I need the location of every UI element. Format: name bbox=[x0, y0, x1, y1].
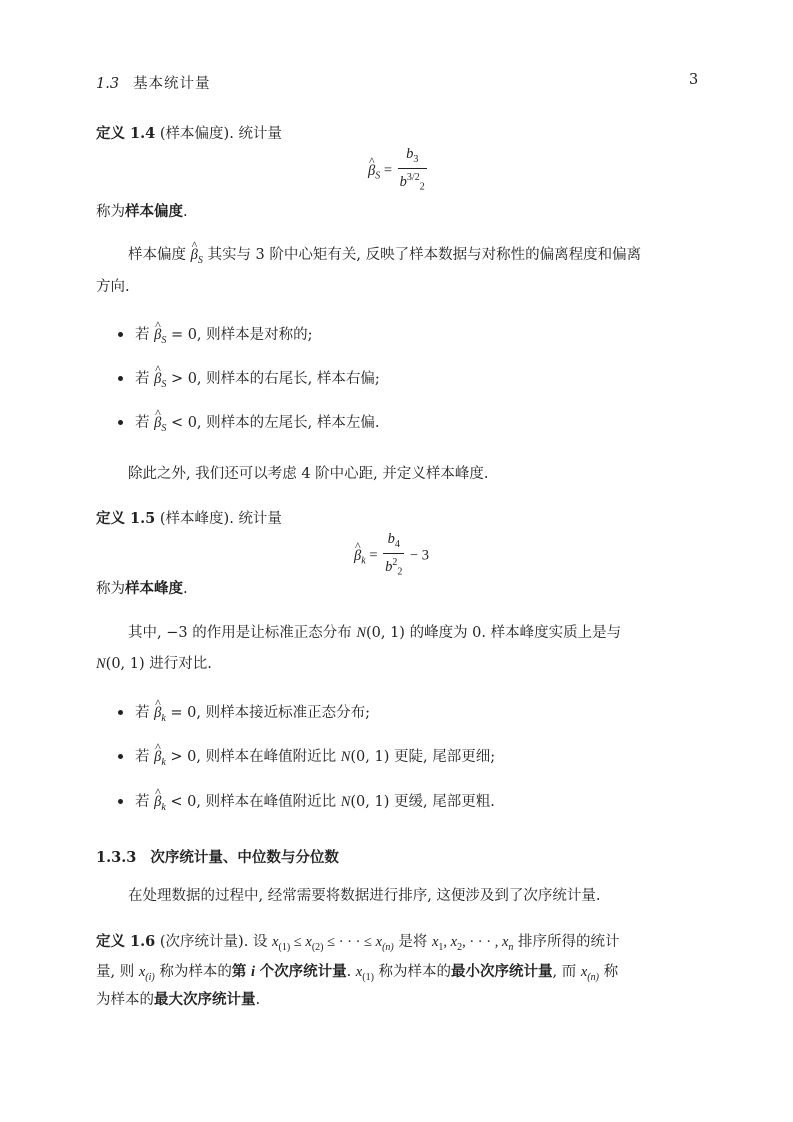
kurt-bullet-2: 若 ^ $\beta_k > 0$, 则样本在峰值附近比 N(0, 1) 更陡, 尾部更细; bbox=[118, 745, 495, 768]
section-number: 1.3.3 bbox=[96, 849, 137, 866]
definition-1-6-line2: 量, 则 $x_{(i)}$ 称为样本的第 i 个次序统计量. $x_{(1)}$ 称为样本的最小次序统计量, 而 $x_{(n)}$ 称 bbox=[96, 963, 619, 983]
skewness-paragraph-line2: 方向. bbox=[96, 279, 130, 295]
definition-label: 定义 1.5 bbox=[96, 510, 156, 527]
term-sample-skewness: 样本偏度 bbox=[125, 203, 183, 220]
term-ith-order-statistic: 个次序统计量 bbox=[259, 963, 347, 980]
kurtosis-called-line: 称为样本峰度. bbox=[96, 580, 188, 597]
skew-bullet-2: 若 ^ $\beta_S > 0$, 则样本的右尾长, 样本右偏; bbox=[118, 367, 380, 390]
skewness-fraction: $\frac{b_3}{b^{3/2}_2}$ bbox=[399, 146, 425, 193]
definition-1-4-heading bbox=[96, 122, 282, 143]
skew-bullet-3: 若 ^ $\beta_S < 0$, 则样本的左尾长, 样本左偏. bbox=[118, 411, 379, 434]
kurt-bullet-3: 若 ^ $\beta_k < 0$, 则样本在峰值附近比 N(0, 1) 更缓, 尾部更粗. bbox=[118, 790, 495, 813]
kurtosis-fraction: $\frac{b_4}{b^2_2}$ bbox=[385, 531, 403, 578]
skew-bullet-1: 若 ^ $\beta_S = 0$, 则样本是对称的; bbox=[118, 323, 313, 346]
page-number: 3 bbox=[689, 72, 699, 88]
kurtosis-formula: ^ $\beta_k$ = $\frac{b_4}{b^2_2}$ − 3 bbox=[354, 531, 429, 582]
running-header bbox=[96, 72, 211, 93]
skewness-formula: ^ $\beta_S$ = $\frac{b_3}{b^{3/2}_2}$ bbox=[368, 146, 429, 197]
kurtosis-paragraph-line1: 其中, −3 的作用是让标准正态分布 N(0, 1) 的峰度为 0. 样本峰度实质上是与 bbox=[128, 625, 622, 641]
section-heading bbox=[96, 846, 339, 867]
definition-1-5-heading bbox=[96, 507, 282, 528]
kurtosis-intro-paragraph: 除此之外, 我们还可以考虑 4 阶中心距, 并定义样本峰度. bbox=[128, 466, 489, 482]
definition-label: 定义 1.4 bbox=[96, 125, 156, 142]
section-title: 次序统计量、中位数与分位数 bbox=[150, 849, 339, 866]
header-section-number: 1.3 bbox=[96, 76, 120, 92]
kurt-bullet-1: 若 ^ $\beta_k = 0$, 则样本接近标准正态分布; bbox=[118, 701, 370, 724]
term-min-order-statistic: 最小次序统计量 bbox=[451, 963, 553, 980]
definition-title: (样本偏度). bbox=[159, 126, 234, 142]
order-stat-paragraph: 在处理数据的过程中, 经常需要将数据进行排序, 这便涉及到了次序统计量. bbox=[128, 888, 601, 904]
definition-1-6-line3: 为样本的最大次序统计量. bbox=[96, 991, 261, 1008]
skewness-called-line: 称为样本偏度. bbox=[96, 203, 188, 220]
header-section-title: 基本统计量 bbox=[133, 76, 211, 92]
term-sample-kurtosis: 样本峰度 bbox=[125, 580, 183, 597]
definition-lead: 统计量 bbox=[238, 126, 282, 142]
definition-1-6-line1: 定义 1.6 (次序统计量). 设 $x_{(1)} \le x_{(2)}$ ≤ · · · ≤ $x_{(n)}$ 是将 $x_1$, $x_2$, · · · , $x_n$ 排序所得的统计 bbox=[96, 933, 620, 953]
definition-title: (样本峰度). bbox=[159, 511, 234, 527]
kurtosis-paragraph-line2: N(0, 1) 进行对比. bbox=[96, 656, 212, 672]
definition-lead: 统计量 bbox=[238, 511, 282, 527]
skewness-paragraph-line1: 样本偏度 ^ $\beta_S$ 其实与 3 阶中心矩有关, 反映了样本数据与对称性的偏离程度和偏离 bbox=[128, 243, 641, 266]
definition-label: 定义 1.6 bbox=[96, 933, 156, 950]
term-max-order-statistic: 最大次序统计量 bbox=[154, 991, 256, 1008]
